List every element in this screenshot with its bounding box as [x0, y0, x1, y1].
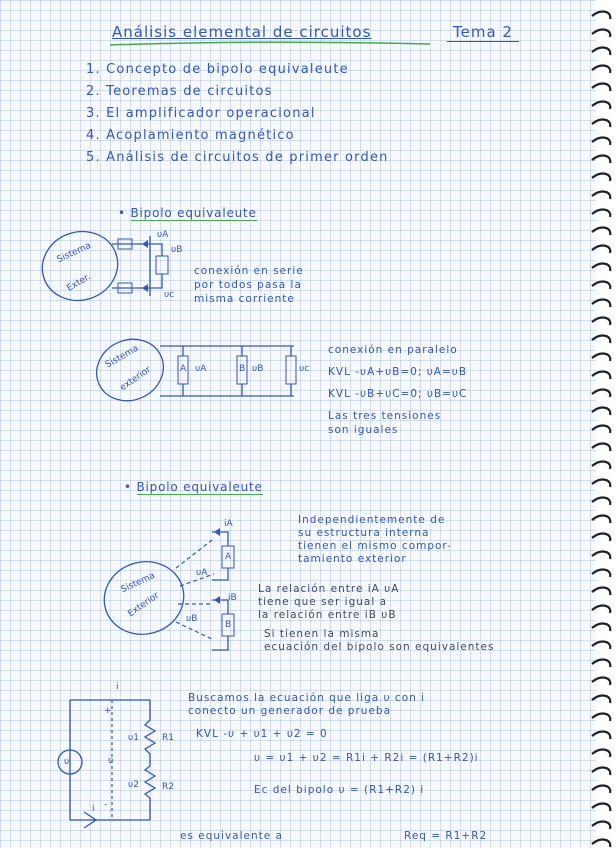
circuit-v-label: υ — [108, 756, 114, 766]
serie-note-2: por todos pasa la — [194, 279, 302, 291]
bullet-icon: • — [124, 480, 132, 494]
bipolo-va-label: υA — [196, 568, 208, 578]
serie-vb-label: υB — [171, 245, 183, 255]
paralelo-vb-label: υB — [252, 364, 264, 374]
bullet-icon: • — [118, 206, 126, 220]
bipolo-A-label: A — [225, 552, 232, 562]
bipolo-equation: Ec del bipolo υ = (R1+R2) i — [254, 784, 425, 796]
paralelo-note-5: son iguales — [328, 424, 399, 436]
circuit-i-label: i — [116, 682, 119, 692]
paralelo-note-4: Las tres tensiones — [328, 410, 442, 422]
paralelo-note-1: conexión en paralelo — [328, 344, 458, 356]
topic-5: 5. Análisis de circuitos de primer orden — [86, 150, 389, 165]
circuit-source-label: υ — [64, 757, 70, 767]
serie-note-1: conexión en serie — [194, 265, 304, 277]
bipolo-ib-label: iB — [228, 593, 237, 603]
paralelo-A-label: A — [180, 364, 187, 374]
paralelo-exterior-label: exterior — [118, 364, 153, 394]
section1-heading: • Bipolo equivaleute — [118, 206, 257, 220]
independiente-note-3: tienen el mismo compor- — [298, 540, 452, 552]
independiente-note-4: tamiento exterior — [298, 553, 407, 565]
bipolo-exterior-label: Exterior — [126, 590, 162, 620]
circuit-plus-label: + — [104, 706, 112, 716]
voltage-equation: υ = υ1 + υ2 = R1i + R2i = (R1+R2)i — [254, 752, 479, 764]
serie-note-3: misma corriente — [194, 293, 295, 305]
buscamos-note-2: conecto un generador de prueba — [188, 705, 392, 717]
bottom-partial-text: es equivalente a — [180, 830, 283, 842]
topic-2: 2. Teoremas de circuitos — [86, 84, 273, 99]
relacion-note-3: la relación entre iB υB — [258, 609, 397, 621]
buscamos-note-1: Buscamos la ecuación que liga υ con i — [188, 692, 426, 704]
serie-system-label: Sistema — [55, 240, 93, 266]
paralelo-B-label: B — [239, 364, 246, 374]
bipolo-system-label: Sistema — [119, 570, 157, 596]
bipolo-vb-label: υB — [186, 614, 198, 624]
req-equation: Req = R1+R2 — [404, 830, 488, 842]
circuit-v2-label: υ2 — [128, 780, 139, 790]
bipolo-B-label: B — [225, 620, 232, 630]
relacion-note-2: tiene que ser igual a — [258, 596, 388, 608]
kvl-equation: KVL -υ + υ1 + υ2 = 0 — [196, 728, 328, 740]
circuit-v1-label: υ1 — [128, 733, 139, 743]
paralelo-note-3: KVL -υB+υC=0; υB=υC — [328, 388, 468, 400]
topic-1: 1. Concepto de bipolo equivaleute — [86, 62, 349, 77]
section2-heading: • Bipolo equivaleute — [124, 480, 263, 494]
circuit-i-bottom-label: i — [92, 804, 95, 814]
circuit-r2-label: R2 — [162, 782, 174, 792]
circuit-r1-label: R1 — [162, 733, 174, 743]
equivalentes-note-2: ecuación del bipolo son equivalentes — [264, 641, 495, 653]
serie-exter-label: Exter. — [65, 272, 93, 294]
relacion-note-1: La relación entre iA υA — [258, 583, 400, 595]
page-title: Análisis elemental de circuitos — [112, 23, 372, 41]
bipolo-ia-label: iA — [224, 519, 233, 529]
paralelo-note-2: KVL -υA+υB=0; υA=υB — [328, 366, 468, 378]
serie-va-label: υA — [157, 230, 169, 240]
paralelo-vc-label: υc — [299, 364, 310, 374]
topic-3: 3. El amplificador operacional — [86, 106, 316, 121]
paralelo-va-label: υA — [195, 364, 207, 374]
tema-label: Tema 2 — [447, 23, 519, 42]
equivalentes-note-1: Si tienen la misma — [264, 628, 380, 640]
serie-ic-label: υc — [164, 290, 175, 300]
circuit-minus-label: - — [104, 800, 108, 810]
independiente-note-1: Independientemente de — [298, 514, 446, 526]
topic-4: 4. Acoplamiento magnético — [86, 128, 295, 143]
independiente-note-2: su estructura interna — [298, 527, 430, 539]
paralelo-system-label: Sistema — [103, 343, 141, 371]
